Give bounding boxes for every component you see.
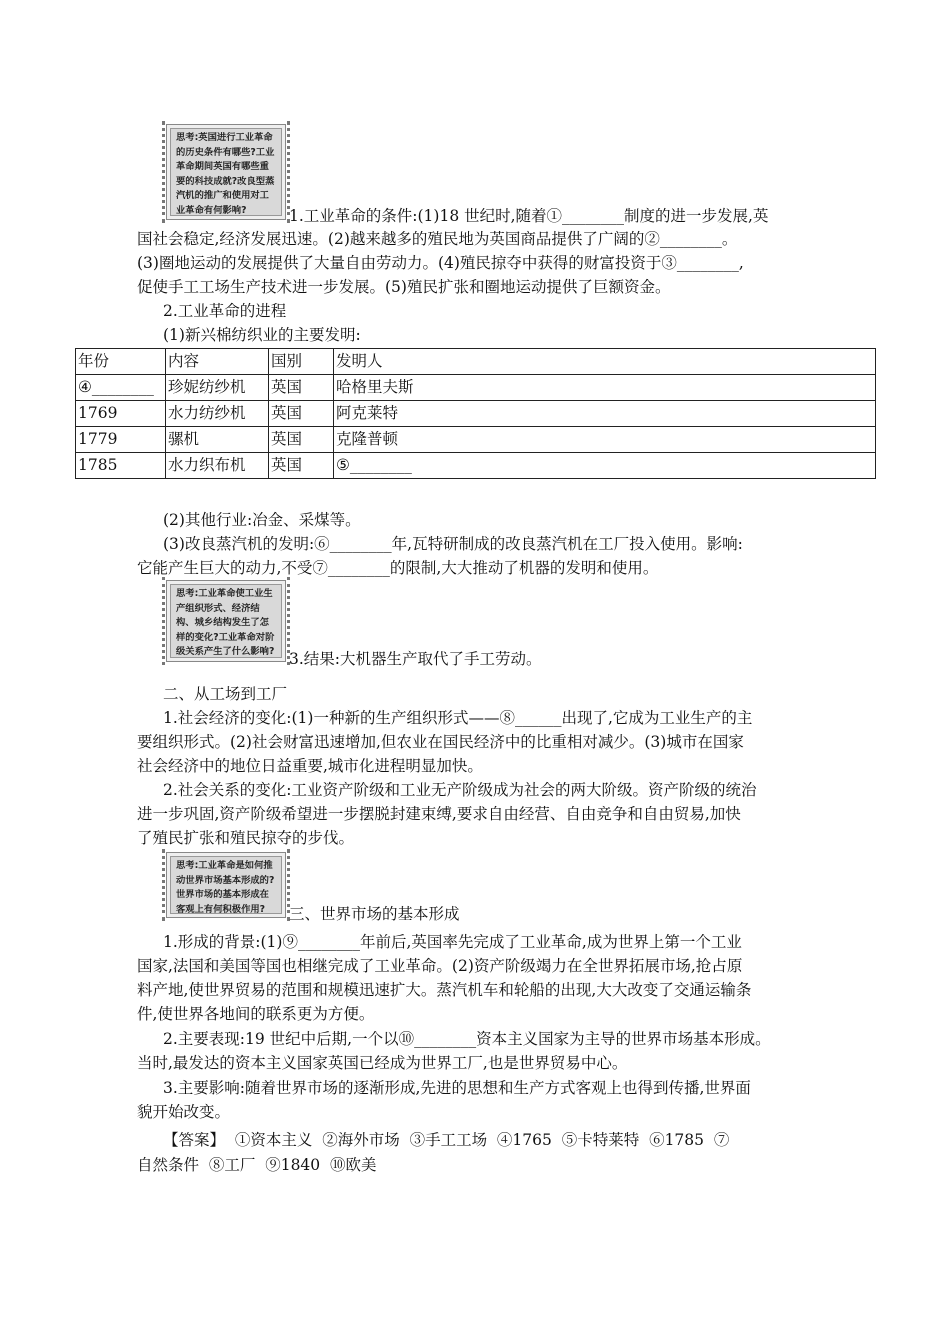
text-line: 社会经济中的地位日益重要,城市化进程明显加快。 <box>137 757 483 775</box>
text-line: 要组织形式。(2)社会财富迅速增加,但农业在国民经济中的比重相对减少。(3)城市在国家 <box>137 733 744 751</box>
table-cell: 1769 <box>76 401 166 427</box>
text-line: 1.社会经济的变化:(1)一种新的生产组织形式——⑧______出现了,它成为工业生产的主 <box>163 709 753 727</box>
table-cell: 珍妮纺纱机 <box>166 375 269 401</box>
text-line: 1.形成的背景:(1)⑨________年前后,英国率先完成了工业革命,成为世界上第一个工业 <box>163 933 742 951</box>
table-cell: 哈格里夫斯 <box>334 375 876 401</box>
text-line: 进一步巩固,资产阶级希望进一步摆脱封建束缚,要求自由经营、自由竞争和自由贸易,加快 <box>137 805 741 823</box>
think-box-2: 思考:工业革命使工业生产组织形式、经济结构、城乡结构发生了怎样的变化?工业革命对阶级关系产生了什么影响? <box>166 580 286 662</box>
table-cell: 英国 <box>269 427 334 453</box>
text-line: (2)其他行业:冶金、采煤等。 <box>163 511 361 529</box>
section-heading: 2.工业革命的进程 <box>163 302 287 320</box>
text-line: 2.社会关系的变化:工业资产阶级和工业无产阶级成为社会的两大阶级。资产阶级的统治 <box>163 781 757 799</box>
section-heading: 三、世界市场的基本形成 <box>289 905 460 923</box>
table-cell: 克隆普顿 <box>334 427 876 453</box>
table-cell: 英国 <box>269 375 334 401</box>
table-row <box>76 375 876 401</box>
table-header-row <box>76 349 876 375</box>
text-line: 件,使世界各地间的联系更为方便。 <box>137 1005 375 1023</box>
answer-line: 自然条件 ⑧工厂 ⑨1840 ⑩欧美 <box>137 1156 377 1174</box>
text-line: 3.结果:大机器生产取代了手工劳动。 <box>289 650 542 668</box>
table-cell: 英国 <box>269 453 334 479</box>
table-cell: ④________ <box>76 375 166 401</box>
text-line: 料产地,使世界贸易的范围和规模迅速扩大。蒸汽机车和轮船的出现,大大改变了交通运输条 <box>137 981 752 999</box>
text-line: 1.工业革命的条件:(1)18 世纪时,随着①________制度的进一步发展,英 <box>289 207 769 225</box>
table-header-cell: 发明人 <box>334 349 876 375</box>
think-box-3: 思考:工业革命是如何推动世界市场基本形成的?世界市场的基本形成在客观上有何积极作用? <box>166 852 286 918</box>
text-line: 3.主要影响:随着世界市场的逐渐形成,先进的思想和生产方式客观上也得到传播,世界面 <box>163 1079 751 1097</box>
inventions-table <box>75 348 876 479</box>
table-cell: ⑤________ <box>334 453 876 479</box>
table-cell: 1785 <box>76 453 166 479</box>
table-cell: 骡机 <box>166 427 269 453</box>
table-cell: 水力纺纱机 <box>166 401 269 427</box>
text-line: 貌开始改变。 <box>137 1103 231 1121</box>
think-box-1: 思考:英国进行工业革命的历史条件有哪些?工业革命期间英国有哪些重要的科技成就?改良型蒸汽机的推广和使用对工业革命有何影响? <box>166 124 286 220</box>
text-line: 当时,最发达的资本主义国家英国已经成为世界工厂,也是世界贸易中心。 <box>137 1054 628 1072</box>
text-line: 了殖民扩张和殖民掠夺的步伐。 <box>137 829 355 847</box>
text-line: 2.主要表现:19 世纪中后期,一个以⑩________资本主义国家为主导的世界市场基本形成。 <box>163 1030 771 1048</box>
table-row <box>76 453 876 479</box>
answer-line: 【答案】 ①资本主义 ②海外市场 ③手工工场 ④1765 ⑤卡特莱特 ⑥1785 ⑦ <box>163 1131 730 1149</box>
table-header-cell: 年份 <box>76 349 166 375</box>
text-line: 国社会稳定,经济发展迅速。(2)越来越多的殖民地为英国商品提供了广阔的②________。 <box>137 230 738 248</box>
table-cell: 阿克莱特 <box>334 401 876 427</box>
table-cell: 1779 <box>76 427 166 453</box>
text-line: 它能产生巨大的动力,不受⑦________的限制,大大推动了机器的发明和使用。 <box>137 559 659 577</box>
text-line: 国家,法国和美国等国也相继完成了工业革命。(2)资产阶级竭力在全世界拓展市场,抢占原 <box>137 957 743 975</box>
section-heading: 二、从工场到工厂 <box>163 685 288 703</box>
table-header-cell: 国别 <box>269 349 334 375</box>
text-line: 促使手工工场生产技术进一步发展。(5)殖民扩张和圈地运动提供了巨额资金。 <box>137 278 671 296</box>
text-line: (3)改良蒸汽机的发明:⑥________年,瓦特研制成的改良蒸汽机在工厂投入使用。影响: <box>163 535 743 553</box>
table-header-cell: 内容 <box>166 349 269 375</box>
text-line: (1)新兴棉纺织业的主要发明: <box>163 326 361 344</box>
table-row <box>76 427 876 453</box>
table-cell: 英国 <box>269 401 334 427</box>
text-line: (3)圈地运动的发展提供了大量自由劳动力。(4)殖民掠夺中获得的财富投资于③________, <box>137 254 744 272</box>
table-row <box>76 401 876 427</box>
table-cell: 水力织布机 <box>166 453 269 479</box>
